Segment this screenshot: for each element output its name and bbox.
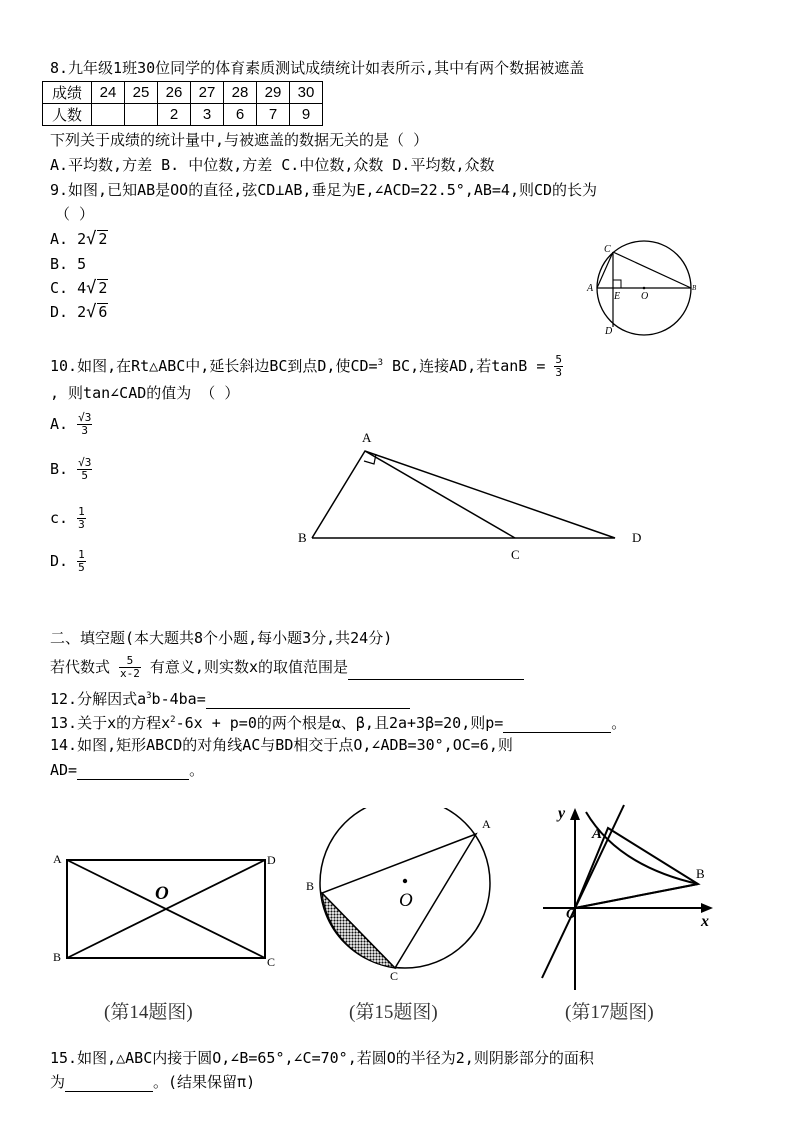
answer-blank[interactable] [77, 779, 189, 780]
axis-label-y: y [558, 805, 566, 822]
q10-stem-b: BC,连接AD,若tanB = [382, 357, 555, 375]
option-label: c. [50, 509, 69, 527]
score-table [42, 81, 323, 126]
q9-option-a: A. 2√ 2 [50, 229, 108, 249]
fig15-circle [300, 808, 500, 983]
fig-label-b: B [306, 879, 315, 893]
q14-line2 [50, 760, 204, 780]
fig-label-a: A [592, 826, 603, 842]
q9-stem: 9.如图,已知AB是OO的直径,弦CD⊥AB,垂足为E,∠ACD=22.5°,AB=4,则CD的长为 [50, 181, 598, 199]
option-label: D. [50, 552, 69, 570]
fraction-numerator: 1 [78, 505, 85, 518]
q13-superscript: 2 [170, 715, 176, 725]
q10-option-c [50, 506, 86, 531]
fraction-numerator: √3 [78, 411, 92, 424]
table-cell [125, 104, 158, 126]
table-row [43, 104, 323, 126]
q12-text-b: b-4ba= [151, 690, 206, 708]
q9-circle-figure [584, 238, 702, 338]
answer-blank[interactable] [206, 708, 410, 709]
table-row [43, 82, 323, 104]
fig-label-a: A [587, 283, 594, 294]
q8-stem: 8.九年级1班30位同学的体育素质测试成绩统计如表所示,其中有两个数据被遮盖 [50, 59, 585, 77]
q14-end: 。 [189, 761, 205, 779]
table-cell: 25 [125, 82, 158, 104]
option-label: B. [50, 460, 69, 478]
fraction-numerator: 1 [78, 548, 85, 561]
q13 [50, 710, 626, 733]
q15-line2 [50, 1072, 255, 1092]
option-radicand: 2 [98, 279, 108, 297]
fig-label-d: D [632, 530, 642, 545]
fraction-denominator: 3 [555, 366, 563, 379]
q10-stem [50, 353, 563, 379]
option-fraction [77, 549, 86, 574]
q10-stem-a: 10.如图,在Rt△ABC中,延长斜边BC到点D,使CD= [50, 357, 378, 375]
fraction-numerator: 5 [555, 353, 563, 366]
q11-text-b: 有意义,则实数x的取值范围是 [140, 658, 348, 676]
fig17-graph [528, 800, 728, 995]
fig-label-o: O [399, 890, 413, 911]
q9-option-b [50, 254, 86, 274]
fig14-rectangle [45, 845, 285, 970]
q9-paren: （ ） [55, 205, 95, 223]
fig-label-d: D [267, 853, 276, 867]
fig-label-e: E [614, 291, 621, 302]
fig-label-d: D [605, 326, 613, 337]
fig-label-c: C [390, 969, 399, 983]
answer-blank[interactable] [503, 732, 611, 733]
fig-label-c: C [511, 547, 520, 562]
table-cell [92, 104, 125, 126]
fraction-denominator: 3 [77, 424, 92, 437]
fraction-denominator: 5 [77, 469, 92, 482]
caption-fig14: (第14题图) [104, 1002, 193, 1023]
section2-title: 二、填空题(本大题共8个小题,每小题3分,共24分) [50, 629, 393, 647]
q10-triangle-figure [292, 425, 652, 565]
q9-option-c: C. 4√ 2 [50, 278, 108, 298]
option-coef: 2 [77, 230, 87, 248]
table-cell: 29 [257, 82, 290, 104]
q11-fraction [119, 655, 141, 680]
q10-superscript: 3 [377, 358, 383, 368]
fig-label-a: A [482, 817, 491, 831]
option-value: 5 [77, 255, 87, 273]
q8-question: 下列关于成绩的统计量中,与被遮盖的数据无关的是（ ） [50, 131, 429, 149]
q14-text: AD= [50, 761, 78, 779]
fig-label-c: C [604, 244, 611, 255]
fraction-denominator: x-2 [120, 667, 140, 680]
table-cell: 2 [158, 104, 191, 126]
option-label: A. [50, 230, 69, 248]
q15-line1: 15.如图,△ABC内接于圆O,∠B=65°,∠C=70°,若圆O的半径为2,则阴影部分的面积 [50, 1049, 594, 1067]
table-cell: 3 [191, 104, 224, 126]
fig-label-b: B [692, 284, 697, 292]
fig-label-b: B [298, 530, 307, 545]
q13-text-a: 13.关于x的方程x [50, 714, 171, 732]
option-fraction [77, 457, 92, 482]
option-fraction [77, 506, 86, 531]
fig-label-b: B [53, 950, 62, 964]
q11 [50, 655, 524, 680]
option-label: A. [50, 415, 69, 433]
q10-option-a [50, 412, 92, 437]
option-fraction [77, 412, 92, 437]
fraction-denominator: 3 [78, 518, 85, 531]
axis-label-x: x [701, 913, 709, 930]
answer-blank[interactable] [65, 1091, 153, 1092]
table-cell: 成绩 [43, 82, 92, 104]
table-cell: 27 [191, 82, 224, 104]
table-cell: 30 [290, 82, 323, 104]
fig-label-o: O [566, 907, 577, 922]
q12-superscript: 3 [146, 691, 152, 701]
q14-line1: 14.如图,矩形ABCD的对角线AC与BD相交于点O,∠ADB=30°,OC=6,则 [50, 736, 513, 754]
table-cell: 6 [224, 104, 257, 126]
option-coef: 2 [77, 303, 87, 321]
option-coef: 4 [77, 279, 87, 297]
q10-option-d [50, 549, 86, 574]
fig-label-o: O [155, 883, 169, 904]
table-cell: 7 [257, 104, 290, 126]
caption-fig15: (第15题图) [349, 1002, 438, 1023]
option-radicand: 2 [98, 230, 108, 248]
q10-stem2: , 则tan∠CAD的值为 （ ） [50, 384, 240, 402]
q13-end: 。 [611, 714, 627, 732]
table-cell: 26 [158, 82, 191, 104]
fraction-numerator: √3 [78, 456, 92, 469]
fig-label-a: A [53, 852, 62, 866]
q13-text-b: -6x + p=0的两个根是α、β,且2a+3β=20,则p= [175, 714, 504, 732]
fraction-numerator: 5 [119, 655, 141, 668]
q12-text-a: 12.分解因式a [50, 690, 147, 708]
q10-option-b [50, 457, 92, 482]
option-label: B. [50, 255, 69, 273]
q8-options: A.平均数,方差 B. 中位数,方差 C.中位数,众数 D.平均数,众数 [50, 156, 495, 174]
table-cell: 人数 [43, 104, 92, 126]
q15-text-b: 。(结果保留π) [153, 1073, 256, 1091]
q9-option-d: D. 2√ 6 [50, 302, 108, 322]
table-cell: 24 [92, 82, 125, 104]
option-radicand: 6 [98, 303, 108, 321]
option-label: C. [50, 279, 69, 297]
option-label: D. [50, 303, 69, 321]
q11-text-a: 若代数式 [50, 658, 120, 676]
table-cell: 28 [224, 82, 257, 104]
q12 [50, 686, 410, 709]
tan-fraction [554, 354, 563, 379]
table-cell: 9 [290, 104, 323, 126]
q15-text-a: 为 [50, 1073, 66, 1091]
answer-blank[interactable] [348, 679, 524, 680]
fig-label-b: B [696, 866, 705, 881]
fig-label-o: O [641, 291, 649, 302]
caption-fig17: (第17题图) [565, 1002, 654, 1023]
fig-label-a: A [362, 430, 372, 445]
fraction-denominator: 5 [78, 561, 85, 574]
fig-label-c: C [267, 955, 276, 969]
